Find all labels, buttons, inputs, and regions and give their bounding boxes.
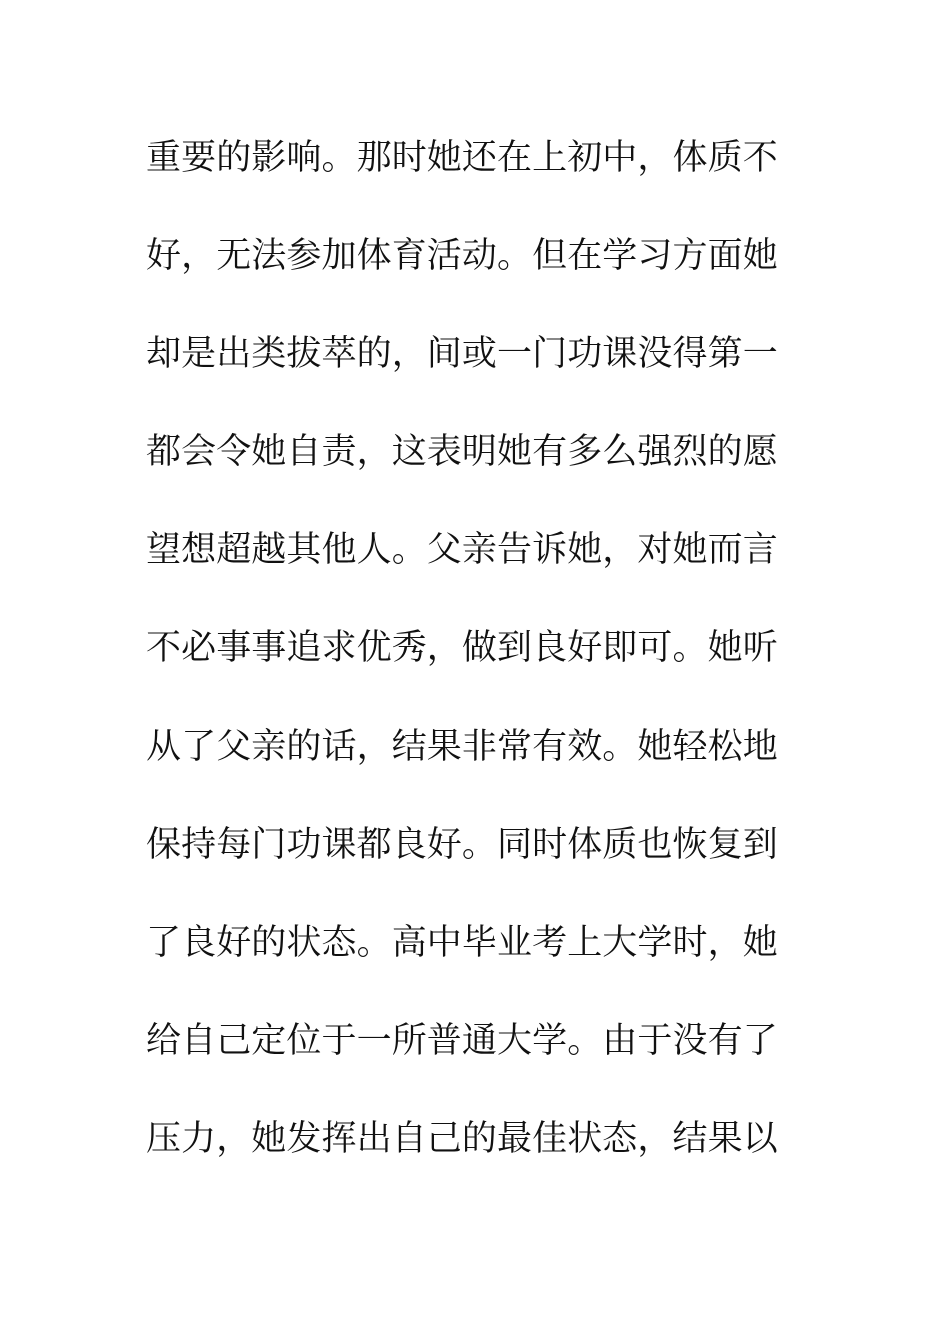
text-line-9: 了良好的状态。高中毕业考上大学时，她: [146, 922, 778, 963]
text-line-10: 给自己定位于一所普通大学。由于没有了: [146, 1020, 778, 1061]
text-line-6: 不必事事追求优秀，做到良好即可。她听: [146, 628, 778, 669]
text-line-3: 却是出类拔萃的，间或一门功课没得第一: [146, 334, 778, 375]
text-line-4: 都会令她自责，这表明她有多么强烈的愿: [146, 432, 778, 473]
text-line-7: 从了父亲的话，结果非常有效。她轻松地: [146, 726, 778, 767]
text-line-2: 好，无法参加体育活动。但在学习方面她: [146, 236, 778, 277]
text-line-5: 望想超越其他人。父亲告诉她，对她而言: [146, 530, 778, 571]
text-line-11: 压力，她发挥出自己的最佳状态，结果以: [146, 1118, 778, 1159]
text-line-1: 重要的影响。那时她还在上初中，体质不: [146, 138, 778, 178]
text-line-8: 保持每门功课都良好。同时体质也恢复到: [146, 824, 778, 865]
body-text: [146, 131, 846, 1210]
